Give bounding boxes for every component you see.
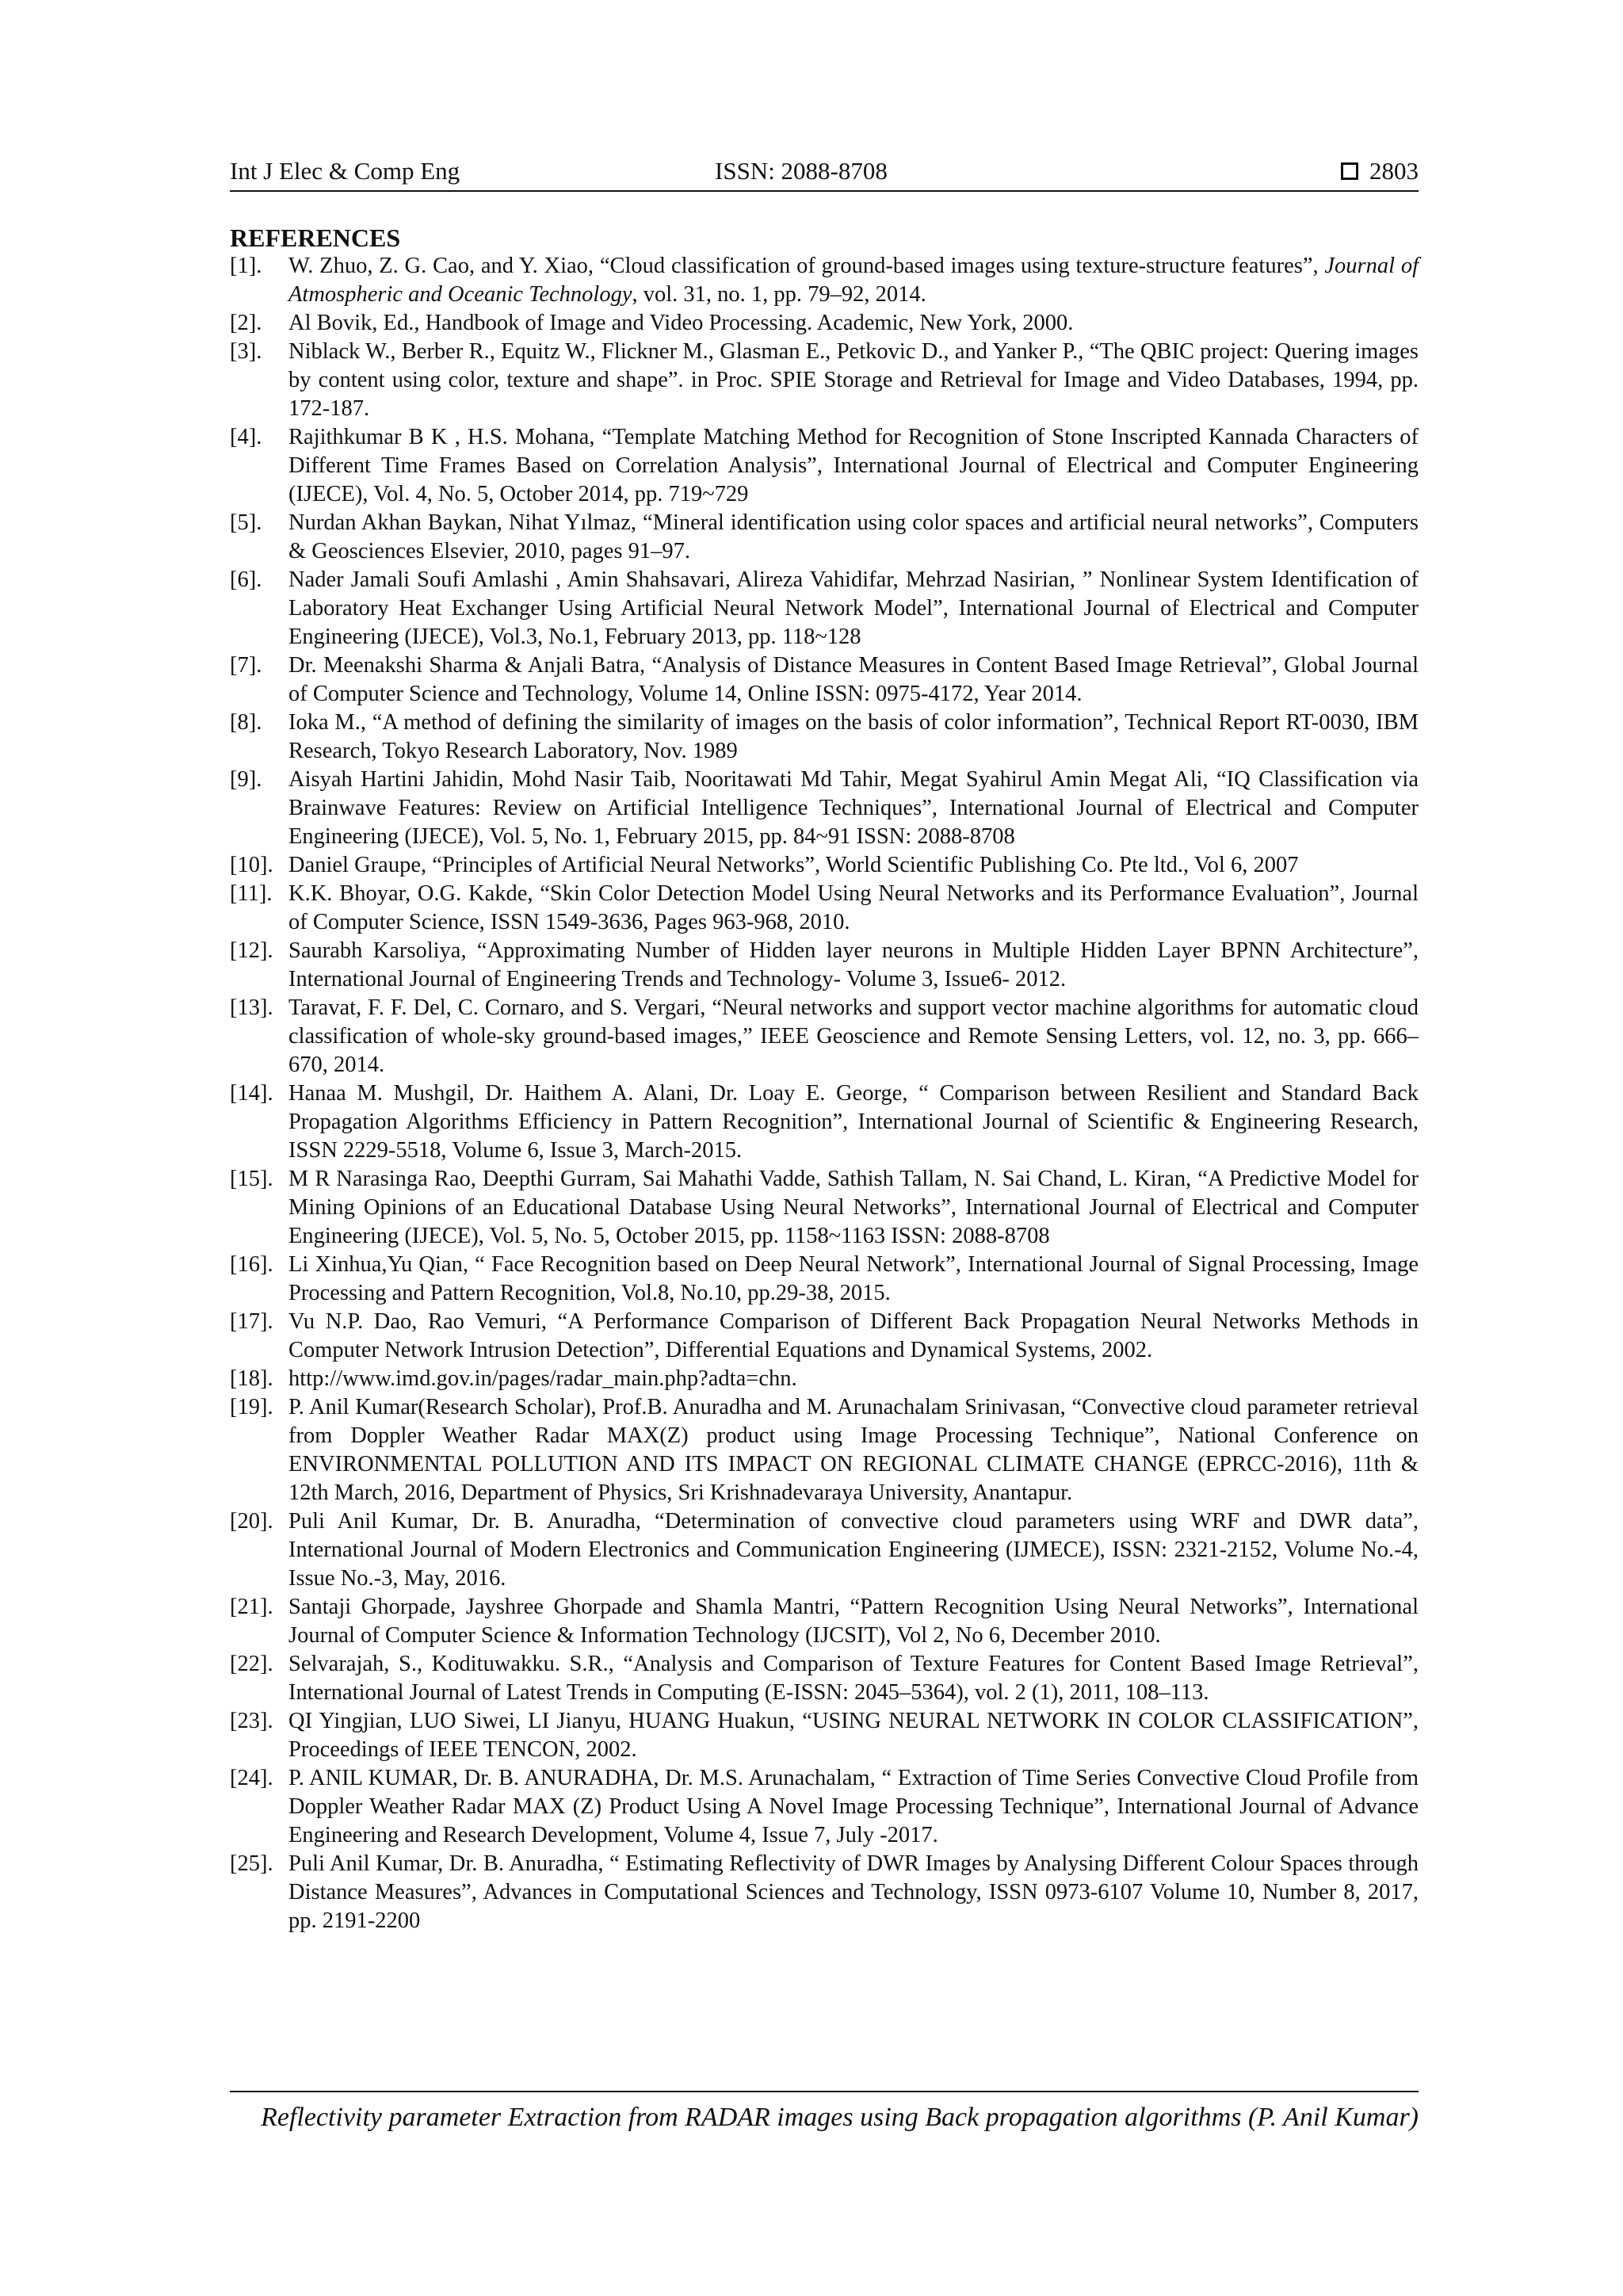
reference-number: [9].	[230, 767, 262, 792]
reference-item	[230, 1079, 1419, 1165]
reference-list	[230, 252, 1419, 1935]
reference-number: [12].	[230, 938, 273, 963]
page-number-group	[1341, 155, 1419, 187]
reference-number: [14].	[230, 1081, 273, 1106]
reference-text	[288, 1764, 1419, 1850]
reference-text	[288, 1308, 1419, 1365]
section-title: REFERENCES	[230, 223, 401, 252]
reference-number: [17].	[230, 1309, 273, 1334]
reference-text-part: Nurdan Akhan Baykan, Nihat Yılmaz, “Mineral identification using color spaces and artificial neural networks”, Computers & Geosciences Elsevier, 2010, pages 91–97.	[288, 510, 1419, 563]
reference-item	[230, 1850, 1419, 1935]
reference-text	[288, 937, 1419, 994]
footer-rule	[230, 2091, 1419, 2092]
issn: ISSN: 2088-8708	[715, 157, 888, 185]
reference-item	[230, 509, 1419, 566]
reference-number: [19].	[230, 1395, 273, 1419]
reference-text	[288, 766, 1419, 851]
reference-number: [7].	[230, 653, 262, 678]
reference-number: [13].	[230, 995, 273, 1020]
reference-item	[230, 651, 1419, 709]
reference-text-part: http://www.imd.gov.in/pages/radar_main.php?adta=chn.	[288, 1366, 797, 1391]
reference-number: [25].	[230, 1851, 273, 1876]
reference-text-part: P. Anil Kumar(Research Scholar), Prof.B. Anuradha and M. Arunachalam Srinivasan, “Convective cloud parameter retrieval from Doppler Weather Radar MAX(Z) product using Image Processing Technique”, National Conference on ENVIRONMENTAL POLLUTION AND ITS IMPACT ON REGIONAL CLIMATE CHANGE (EPRCC-2016), 11th & 12th March, 2016, Department of Physics, Sri Krishnadevaraya University, Anantapur.	[288, 1395, 1419, 1505]
checkbox-icon	[1341, 162, 1358, 180]
reference-text	[288, 1079, 1419, 1165]
reference-text	[288, 1251, 1419, 1308]
reference-item	[230, 252, 1419, 309]
reference-number: [6].	[230, 567, 262, 592]
running-footer: Reflectivity parameter Extraction from RADAR images using Back propagation algorithms (P. Anil Kumar)	[261, 2103, 1419, 2132]
reference-text-part: Ioka M., “A method of defining the similarity of images on the basis of color information”, Technical Report RT-0030, IBM Research, Tokyo Research Laboratory, Nov. 1989	[288, 710, 1419, 763]
reference-text-part: , vol. 31, no. 1, pp. 79–92, 2014.	[632, 282, 926, 307]
journal-name: Int J Elec & Comp Eng	[230, 157, 460, 185]
reference-number: [3].	[230, 339, 262, 364]
reference-text-part: Taravat, F. F. Del, C. Cornaro, and S. Vergari, “Neural networks and support vector machine algorithms for automatic cloud classification of whole-sky ground-based images,” IEEE Geoscience and Remote Sensing Letters, vol. 12, no. 3, pp. 666– 670, 2014.	[288, 995, 1419, 1077]
reference-text	[288, 1365, 1419, 1393]
reference-number: [8].	[230, 710, 262, 735]
reference-number: [4].	[230, 425, 262, 449]
reference-item	[230, 1251, 1419, 1308]
reference-item	[230, 766, 1419, 851]
reference-item	[230, 338, 1419, 423]
reference-text-part: Vu N.P. Dao, Rao Vemuri, “A Performance Comparison of Different Back Propagation Neural Networks Methods in Computer Network Intrusion Detection”, Differential Equations and Dynamical Systems, 2002.	[288, 1309, 1419, 1362]
reference-text-part: M R Narasinga Rao, Deepthi Gurram, Sai Mahathi Vadde, Sathish Tallam, N. Sai Chand, L. Kiran, “A Predictive Model for Mining Opinions of an Educational Database Using Neural Networks”, International Journal of Electrical and Computer Engineering (IJECE), Vol. 5, No. 5, October 2015, pp. 1158~1163 ISSN: 2088-8708	[288, 1167, 1419, 1248]
reference-text-part: Hanaa M. Mushgil, Dr. Haithem A. Alani, Dr. Loay E. George, “ Comparison between Resilient and Standard Back Propagation Algorithms Efficiency in Pattern Recognition”, International Journal of Scientific & Engineering Research, ISSN 2229-5518, Volume 6, Issue 3, March-2015.	[288, 1081, 1419, 1163]
reference-number: [2].	[230, 311, 262, 335]
reference-text-part: Rajithkumar B K , H.S. Mohana, “Template Matching Method for Recognition of Stone Inscripted Kannada Characters of Different Time Frames Based on Correlation Analysis”, International Journal of Electrical and Computer Engineering (IJECE), Vol. 4, No. 5, October 2014, pp. 719~729	[288, 425, 1419, 506]
reference-item	[230, 1593, 1419, 1650]
reference-text	[288, 1707, 1419, 1764]
reference-number: [15].	[230, 1167, 273, 1191]
reference-text	[288, 651, 1419, 709]
reference-text-part: Li Xinhua,Yu Qian, “ Face Recognition based on Deep Neural Network”, International Journal of Signal Processing, Image Processing and Pattern Recognition, Vol.8, No.10, pp.29-38, 2015.	[288, 1252, 1419, 1305]
reference-item	[230, 994, 1419, 1079]
reference-item	[230, 423, 1419, 509]
reference-text	[288, 1850, 1419, 1935]
reference-text-part: Aisyah Hartini Jahidin, Mohd Nasir Taib, Nooritawati Md Tahir, Megat Syahirul Amin Megat Ali, “IQ Classification via Brainwave Features: Review on Artificial Intelligence Techniques”, International Journal of Electrical and Computer Engineering (IJECE), Vol. 5, No. 1, February 2015, pp. 84~91 ISSN: 2088-8708	[288, 767, 1419, 849]
reference-text	[288, 709, 1419, 766]
reference-item	[230, 1308, 1419, 1365]
reference-text	[288, 566, 1419, 651]
reference-text-part: Niblack W., Berber R., Equitz W., Flickner M., Glasman E., Petkovic D., and Yanker P., “The QBIC project: Quering images by content using color, texture and shape”. in Proc. SPIE Storage and Retrieval for Image and Video Databases, 1994, pp. 172-187.	[288, 339, 1419, 421]
reference-item	[230, 566, 1419, 651]
reference-text-part: P. ANIL KUMAR, Dr. B. ANURADHA, Dr. M.S. Arunachalam, “ Extraction of Time Series Convective Cloud Profile from Doppler Weather Radar MAX (Z) Product Using A Novel Image Processing Technique”, International Journal of Advance Engineering and Research Development, Volume 4, Issue 7, July -2017.	[288, 1766, 1419, 1847]
reference-item	[230, 880, 1419, 937]
reference-text	[288, 994, 1419, 1079]
reference-item	[230, 1365, 1419, 1393]
reference-text	[288, 252, 1419, 309]
reference-number: [11].	[230, 881, 273, 906]
running-header	[230, 155, 1419, 190]
reference-number: [24].	[230, 1766, 273, 1790]
reference-item	[230, 1165, 1419, 1251]
reference-number: [20].	[230, 1509, 273, 1534]
reference-number: [18].	[230, 1366, 273, 1391]
reference-text	[288, 851, 1419, 880]
reference-text	[288, 1507, 1419, 1593]
reference-number: [21].	[230, 1595, 273, 1619]
reference-number: [16].	[230, 1252, 273, 1277]
reference-text	[288, 1393, 1419, 1507]
reference-text-part: Puli Anil Kumar, Dr. B. Anuradha, “Determination of convective cloud parameters using WRF and DWR data”, International Journal of Modern Electronics and Communication Engineering (IJMECE), ISSN: 2321-2152, Volume No.-4, Issue No.-3, May, 2016.	[288, 1509, 1419, 1591]
reference-source-italic: Journal of Atmospheric and Oceanic Technology	[288, 254, 1419, 307]
reference-text	[288, 509, 1419, 566]
reference-text-part: K.K. Bhoyar, O.G. Kakde, “Skin Color Detection Model Using Neural Networks and its Performance Evaluation”, Journal of Computer Science, ISSN 1549-3636, Pages 963-968, 2010.	[288, 881, 1419, 934]
reference-text-part: QI Yingjian, LUO Siwei, LI Jianyu, HUANG Huakun, “USING NEURAL NETWORK IN COLOR CLASSIFICATION”, Proceedings of IEEE TENCON, 2002.	[288, 1709, 1419, 1762]
reference-item	[230, 1764, 1419, 1850]
reference-text	[288, 1165, 1419, 1251]
reference-number: [10].	[230, 853, 273, 877]
reference-text-part: Nader Jamali Soufi Amlashi , Amin Shahsavari, Alireza Vahidifar, Mehrzad Nasirian, ” Nonlinear System Identification of Laboratory Heat Exchanger Using Artificial Neural Network Model”, International Journal of Electrical and Computer Engineering (IJECE), Vol.3, No.1, February 2013, pp. 118~128	[288, 567, 1419, 649]
reference-text-part: Al Bovik, Ed., Handbook of Image and Video Processing. Academic, New York, 2000.	[288, 311, 1074, 335]
reference-text-part: Saurabh Karsoliya, “Approximating Number of Hidden layer neurons in Multiple Hidden Layer BPNN Architecture”, International Journal of Engineering Trends and Technology- Volume 3, Issue6- 2012.	[288, 938, 1419, 991]
reference-text	[288, 1650, 1419, 1707]
reference-item	[230, 937, 1419, 994]
reference-text	[288, 423, 1419, 509]
reference-text-part: Santaji Ghorpade, Jayshree Ghorpade and Shamla Mantri, “Pattern Recognition Using Neural Networks”, International Journal of Computer Science & Information Technology (IJCSIT), Vol 2, No 6, December 2010.	[288, 1595, 1419, 1648]
reference-item	[230, 709, 1419, 766]
reference-item	[230, 309, 1419, 338]
reference-number: [23].	[230, 1709, 273, 1733]
reference-item	[230, 851, 1419, 880]
reference-number: [5].	[230, 510, 262, 535]
page-number: 2803	[1369, 157, 1419, 185]
reference-item	[230, 1707, 1419, 1764]
reference-item	[230, 1650, 1419, 1707]
reference-text-part: Selvarajah, S., Kodituwakku. S.R., “Analysis and Comparison of Texture Features for Content Based Image Retrieval”, International Journal of Latest Trends in Computing (E-ISSN: 2045–5364), vol. 2 (1), 2011, 108–113.	[288, 1652, 1419, 1705]
reference-text-part: Puli Anil Kumar, Dr. B. Anuradha, “ Estimating Reflectivity of DWR Images by Analysing Different Colour Spaces through Distance Measures”, Advances in Computational Sciences and Technology, ISSN 0973-6107 Volume 10, Number 8, 2017, pp. 2191-2200	[288, 1851, 1419, 1933]
reference-text-part: W. Zhuo, Z. G. Cao, and Y. Xiao, “Cloud classification of ground-based images using texture-structure features”,	[288, 254, 1325, 278]
reference-item	[230, 1393, 1419, 1507]
reference-text	[288, 1593, 1419, 1650]
reference-number: [1].	[230, 254, 262, 278]
reference-item	[230, 1507, 1419, 1593]
reference-text	[288, 309, 1419, 338]
reference-text-part: Dr. Meenakshi Sharma & Anjali Batra, “Analysis of Distance Measures in Content Based Image Retrieval”, Global Journal of Computer Science and Technology, Volume 14, Online ISSN: 0975-4172, Year 2014.	[288, 653, 1419, 706]
header-rule	[230, 190, 1419, 192]
reference-text	[288, 880, 1419, 937]
reference-text-part: Daniel Graupe, “Principles of Artificial Neural Networks”, World Scientific Publishing Co. Pte ltd., Vol 6, 2007	[288, 853, 1299, 877]
reference-text	[288, 338, 1419, 423]
reference-number: [22].	[230, 1652, 273, 1676]
